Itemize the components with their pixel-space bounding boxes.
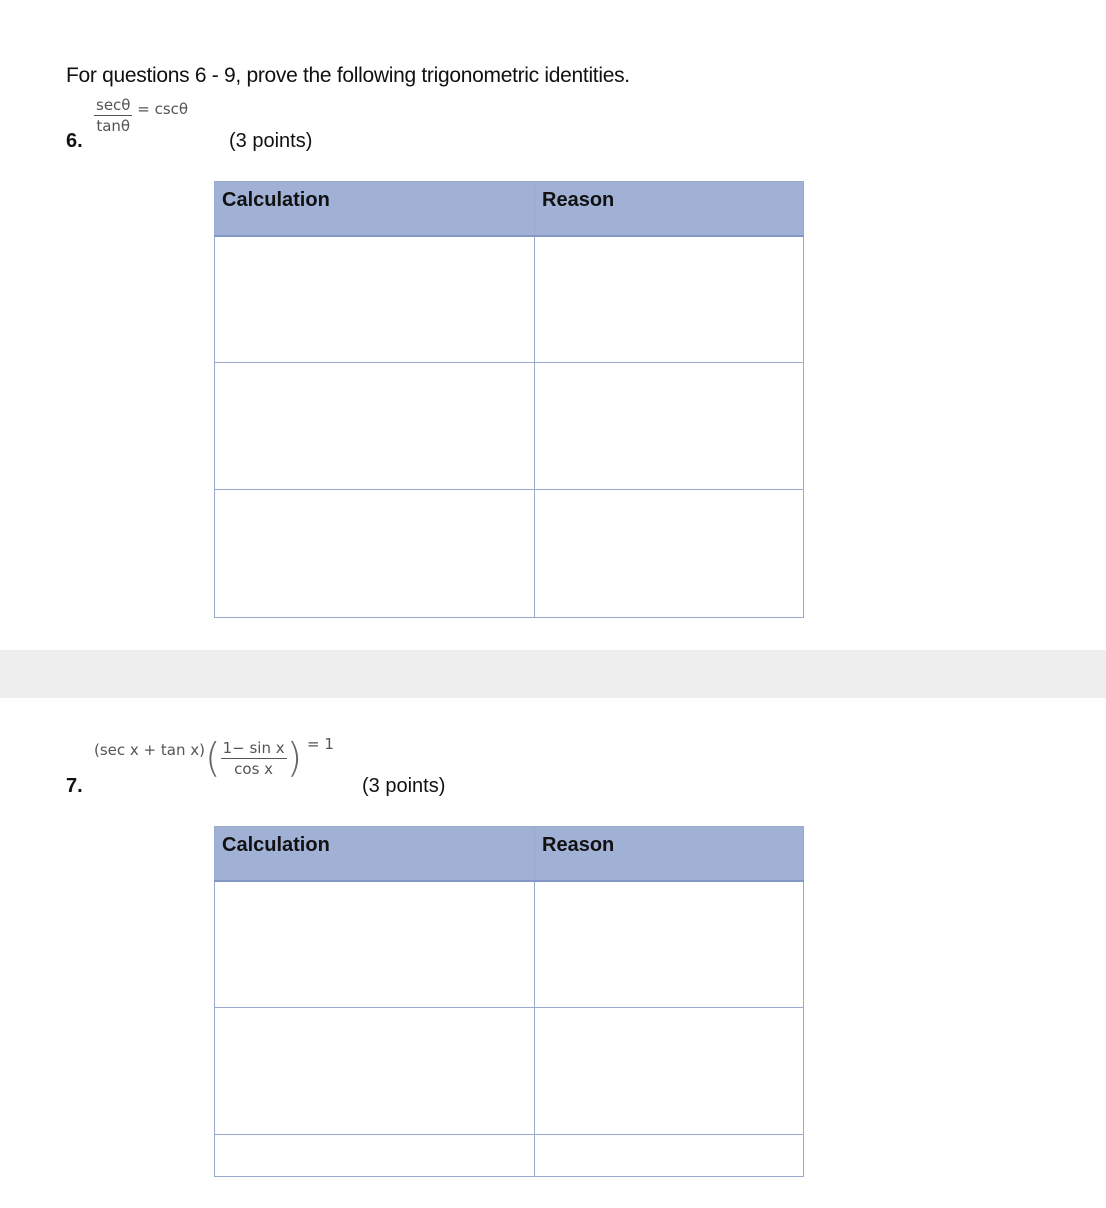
table-row [215, 1135, 804, 1177]
reason-cell[interactable] [535, 236, 804, 363]
question-6-fraction [94, 96, 132, 135]
calculation-cell[interactable] [215, 1135, 535, 1177]
table-row [215, 236, 804, 363]
table-row [215, 490, 804, 618]
page-separator [0, 650, 1106, 698]
calculation-header: Calculation [215, 827, 535, 881]
question-7-equals: = [307, 735, 320, 753]
question-6-rhs: cscθ [154, 100, 189, 118]
reason-cell[interactable] [535, 490, 804, 618]
calculation-cell[interactable] [215, 881, 535, 1008]
question-7-lhs-prefix: (sec x + tan x) [94, 741, 205, 759]
question-6-equals: = [137, 100, 150, 118]
table-row [215, 881, 804, 1008]
question-6-identity [94, 96, 188, 135]
reason-header: Reason [535, 827, 804, 881]
question-7-number: 7. [66, 775, 83, 797]
right-paren-symbol: ) [286, 735, 303, 782]
reason-header: Reason [535, 182, 804, 236]
reason-cell[interactable] [535, 881, 804, 1008]
question-7-denominator: cos x [234, 760, 274, 778]
question-6-proof-table [214, 181, 804, 618]
question-7-numerator: 1− sin x [222, 739, 285, 757]
reason-cell[interactable] [535, 1135, 804, 1177]
reason-cell[interactable] [535, 363, 804, 490]
calculation-cell[interactable] [215, 236, 535, 363]
question-7-rhs: 1 [324, 735, 334, 753]
question-7-fraction [221, 739, 287, 778]
calculation-cell[interactable] [215, 363, 535, 490]
question-6-points: (3 points) [229, 130, 313, 152]
question-6-number: 6. [66, 130, 83, 152]
table-row [215, 1008, 804, 1135]
question-7-proof-table [214, 826, 804, 1177]
question-6-numerator: secθ [96, 96, 131, 114]
calculation-cell[interactable] [215, 1008, 535, 1135]
table-row [215, 363, 804, 490]
question-7-identity [94, 735, 334, 782]
table-header-row [215, 827, 804, 881]
calculation-cell[interactable] [215, 490, 535, 618]
instructions-text: For questions 6 - 9, prove the following trigonometric identities. [66, 64, 630, 87]
table-header-row [215, 182, 804, 236]
left-paren-symbol: ( [204, 735, 221, 782]
question-7-points: (3 points) [362, 775, 446, 797]
reason-cell[interactable] [535, 1008, 804, 1135]
calculation-header: Calculation [215, 182, 535, 236]
question-6-denominator: tanθ [96, 117, 131, 135]
